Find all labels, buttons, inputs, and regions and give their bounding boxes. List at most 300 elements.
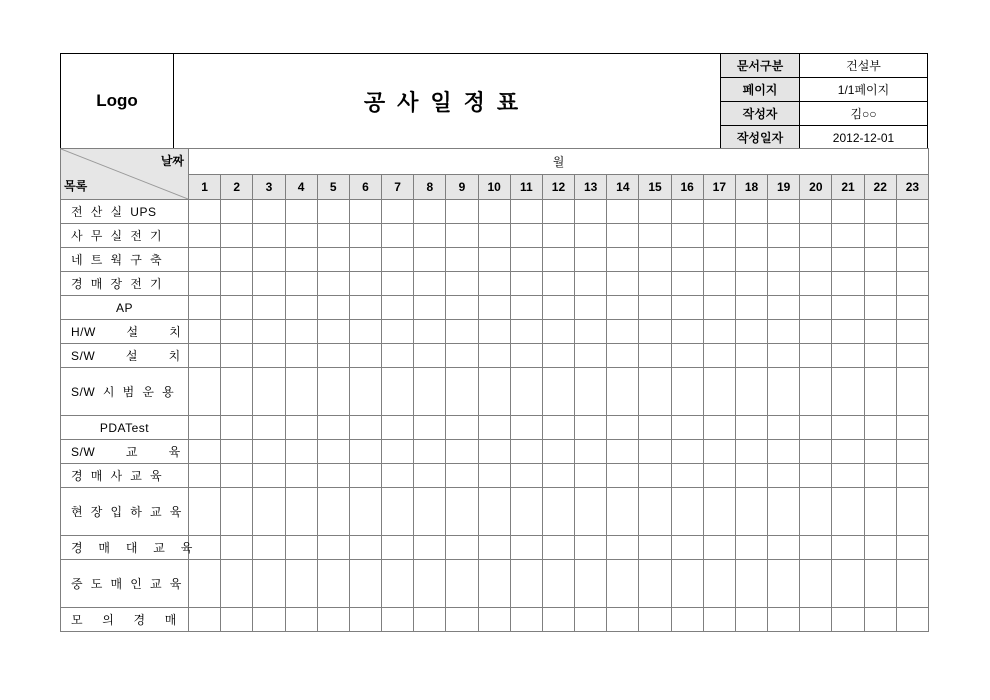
schedule-cell[interactable]: [382, 200, 414, 224]
schedule-cell[interactable]: [639, 344, 671, 368]
schedule-cell[interactable]: [896, 224, 928, 248]
schedule-cell[interactable]: [414, 608, 446, 632]
schedule-cell[interactable]: [639, 224, 671, 248]
schedule-cell[interactable]: [703, 272, 735, 296]
schedule-cell[interactable]: [800, 560, 832, 608]
schedule-cell[interactable]: [446, 320, 478, 344]
schedule-cell[interactable]: [703, 248, 735, 272]
schedule-cell[interactable]: [800, 200, 832, 224]
schedule-cell[interactable]: [542, 536, 574, 560]
schedule-cell[interactable]: [864, 224, 896, 248]
schedule-cell[interactable]: [735, 296, 767, 320]
schedule-cell[interactable]: [382, 560, 414, 608]
schedule-cell[interactable]: [317, 464, 349, 488]
schedule-cell[interactable]: [189, 224, 221, 248]
schedule-cell[interactable]: [221, 272, 253, 296]
schedule-cell[interactable]: [446, 416, 478, 440]
schedule-cell[interactable]: [832, 272, 864, 296]
schedule-cell[interactable]: [735, 536, 767, 560]
schedule-cell[interactable]: [510, 248, 542, 272]
schedule-cell[interactable]: [768, 368, 800, 416]
schedule-cell[interactable]: [510, 272, 542, 296]
schedule-cell[interactable]: [607, 272, 639, 296]
schedule-cell[interactable]: [510, 200, 542, 224]
schedule-cell[interactable]: [575, 560, 607, 608]
schedule-cell[interactable]: [285, 440, 317, 464]
schedule-cell[interactable]: [542, 248, 574, 272]
schedule-cell[interactable]: [639, 440, 671, 464]
schedule-cell[interactable]: [768, 296, 800, 320]
schedule-cell[interactable]: [189, 560, 221, 608]
schedule-cell[interactable]: [575, 440, 607, 464]
schedule-cell[interactable]: [607, 224, 639, 248]
schedule-cell[interactable]: [285, 560, 317, 608]
schedule-cell[interactable]: [285, 344, 317, 368]
schedule-cell[interactable]: [575, 248, 607, 272]
schedule-cell[interactable]: [414, 272, 446, 296]
schedule-cell[interactable]: [510, 296, 542, 320]
schedule-cell[interactable]: [285, 200, 317, 224]
schedule-cell[interactable]: [639, 416, 671, 440]
schedule-cell[interactable]: [382, 368, 414, 416]
schedule-cell[interactable]: [639, 368, 671, 416]
schedule-cell[interactable]: [382, 440, 414, 464]
schedule-cell[interactable]: [382, 272, 414, 296]
schedule-cell[interactable]: [189, 416, 221, 440]
schedule-cell[interactable]: [253, 416, 285, 440]
schedule-cell[interactable]: [478, 464, 510, 488]
schedule-cell[interactable]: [607, 536, 639, 560]
schedule-cell[interactable]: [575, 608, 607, 632]
schedule-cell[interactable]: [189, 488, 221, 536]
schedule-cell[interactable]: [349, 560, 381, 608]
schedule-cell[interactable]: [832, 344, 864, 368]
schedule-cell[interactable]: [317, 344, 349, 368]
schedule-cell[interactable]: [607, 320, 639, 344]
schedule-cell[interactable]: [864, 368, 896, 416]
schedule-cell[interactable]: [189, 344, 221, 368]
schedule-cell[interactable]: [735, 320, 767, 344]
schedule-cell[interactable]: [317, 536, 349, 560]
schedule-cell[interactable]: [382, 464, 414, 488]
schedule-cell[interactable]: [703, 464, 735, 488]
schedule-cell[interactable]: [864, 416, 896, 440]
schedule-cell[interactable]: [607, 488, 639, 536]
schedule-cell[interactable]: [703, 416, 735, 440]
schedule-cell[interactable]: [575, 320, 607, 344]
schedule-cell[interactable]: [703, 224, 735, 248]
schedule-cell[interactable]: [735, 224, 767, 248]
schedule-cell[interactable]: [542, 488, 574, 536]
schedule-cell[interactable]: [896, 416, 928, 440]
schedule-cell[interactable]: [800, 488, 832, 536]
schedule-cell[interactable]: [542, 296, 574, 320]
schedule-cell[interactable]: [703, 560, 735, 608]
schedule-cell[interactable]: [253, 200, 285, 224]
schedule-cell[interactable]: [768, 248, 800, 272]
schedule-cell[interactable]: [832, 320, 864, 344]
schedule-cell[interactable]: [703, 320, 735, 344]
schedule-cell[interactable]: [575, 464, 607, 488]
schedule-cell[interactable]: [317, 320, 349, 344]
schedule-cell[interactable]: [671, 488, 703, 536]
schedule-cell[interactable]: [349, 320, 381, 344]
schedule-cell[interactable]: [285, 488, 317, 536]
schedule-cell[interactable]: [253, 224, 285, 248]
schedule-cell[interactable]: [800, 320, 832, 344]
schedule-cell[interactable]: [800, 608, 832, 632]
schedule-cell[interactable]: [221, 296, 253, 320]
schedule-cell[interactable]: [221, 224, 253, 248]
schedule-cell[interactable]: [414, 248, 446, 272]
schedule-cell[interactable]: [189, 464, 221, 488]
schedule-cell[interactable]: [253, 488, 285, 536]
schedule-cell[interactable]: [800, 344, 832, 368]
schedule-cell[interactable]: [671, 320, 703, 344]
schedule-cell[interactable]: [639, 608, 671, 632]
schedule-cell[interactable]: [221, 608, 253, 632]
schedule-cell[interactable]: [510, 488, 542, 536]
schedule-cell[interactable]: [864, 248, 896, 272]
schedule-cell[interactable]: [414, 536, 446, 560]
schedule-cell[interactable]: [317, 200, 349, 224]
schedule-cell[interactable]: [800, 272, 832, 296]
schedule-cell[interactable]: [735, 608, 767, 632]
schedule-cell[interactable]: [414, 560, 446, 608]
schedule-cell[interactable]: [478, 272, 510, 296]
schedule-cell[interactable]: [768, 272, 800, 296]
schedule-cell[interactable]: [253, 296, 285, 320]
schedule-cell[interactable]: [542, 416, 574, 440]
schedule-cell[interactable]: [800, 416, 832, 440]
schedule-cell[interactable]: [864, 608, 896, 632]
schedule-cell[interactable]: [768, 416, 800, 440]
schedule-cell[interactable]: [349, 536, 381, 560]
schedule-cell[interactable]: [382, 608, 414, 632]
schedule-cell[interactable]: [317, 368, 349, 416]
schedule-cell[interactable]: [414, 416, 446, 440]
schedule-cell[interactable]: [446, 488, 478, 536]
schedule-cell[interactable]: [478, 560, 510, 608]
schedule-cell[interactable]: [221, 248, 253, 272]
schedule-cell[interactable]: [864, 320, 896, 344]
schedule-cell[interactable]: [189, 368, 221, 416]
schedule-cell[interactable]: [221, 560, 253, 608]
schedule-cell[interactable]: [478, 440, 510, 464]
schedule-cell[interactable]: [800, 224, 832, 248]
schedule-cell[interactable]: [768, 224, 800, 248]
schedule-cell[interactable]: [896, 560, 928, 608]
schedule-cell[interactable]: [317, 296, 349, 320]
schedule-cell[interactable]: [221, 200, 253, 224]
schedule-cell[interactable]: [703, 344, 735, 368]
schedule-cell[interactable]: [671, 296, 703, 320]
schedule-cell[interactable]: [703, 488, 735, 536]
schedule-cell[interactable]: [607, 200, 639, 224]
schedule-cell[interactable]: [671, 560, 703, 608]
schedule-cell[interactable]: [671, 464, 703, 488]
schedule-cell[interactable]: [510, 536, 542, 560]
schedule-cell[interactable]: [446, 440, 478, 464]
schedule-cell[interactable]: [800, 536, 832, 560]
schedule-cell[interactable]: [832, 536, 864, 560]
schedule-cell[interactable]: [510, 608, 542, 632]
schedule-cell[interactable]: [478, 488, 510, 536]
schedule-cell[interactable]: [639, 272, 671, 296]
schedule-cell[interactable]: [189, 320, 221, 344]
schedule-cell[interactable]: [832, 560, 864, 608]
schedule-cell[interactable]: [896, 200, 928, 224]
schedule-cell[interactable]: [768, 464, 800, 488]
schedule-cell[interactable]: [607, 248, 639, 272]
schedule-cell[interactable]: [349, 296, 381, 320]
schedule-cell[interactable]: [896, 344, 928, 368]
schedule-cell[interactable]: [414, 464, 446, 488]
schedule-cell[interactable]: [478, 608, 510, 632]
schedule-cell[interactable]: [575, 416, 607, 440]
schedule-cell[interactable]: [317, 272, 349, 296]
schedule-cell[interactable]: [542, 608, 574, 632]
schedule-cell[interactable]: [832, 440, 864, 464]
schedule-cell[interactable]: [864, 536, 896, 560]
schedule-cell[interactable]: [349, 608, 381, 632]
schedule-cell[interactable]: [446, 464, 478, 488]
schedule-cell[interactable]: [285, 272, 317, 296]
schedule-cell[interactable]: [382, 320, 414, 344]
schedule-cell[interactable]: [285, 368, 317, 416]
schedule-cell[interactable]: [639, 536, 671, 560]
schedule-cell[interactable]: [896, 248, 928, 272]
schedule-cell[interactable]: [542, 560, 574, 608]
schedule-cell[interactable]: [735, 272, 767, 296]
schedule-cell[interactable]: [446, 224, 478, 248]
schedule-cell[interactable]: [414, 344, 446, 368]
schedule-cell[interactable]: [575, 272, 607, 296]
schedule-cell[interactable]: [510, 440, 542, 464]
schedule-cell[interactable]: [478, 248, 510, 272]
schedule-cell[interactable]: [768, 440, 800, 464]
schedule-cell[interactable]: [639, 560, 671, 608]
schedule-cell[interactable]: [607, 416, 639, 440]
schedule-cell[interactable]: [800, 368, 832, 416]
schedule-cell[interactable]: [735, 464, 767, 488]
schedule-cell[interactable]: [285, 536, 317, 560]
schedule-cell[interactable]: [478, 224, 510, 248]
schedule-cell[interactable]: [703, 296, 735, 320]
schedule-cell[interactable]: [639, 464, 671, 488]
schedule-cell[interactable]: [896, 536, 928, 560]
schedule-cell[interactable]: [639, 296, 671, 320]
schedule-cell[interactable]: [446, 272, 478, 296]
schedule-cell[interactable]: [510, 368, 542, 416]
schedule-cell[interactable]: [832, 488, 864, 536]
schedule-cell[interactable]: [864, 560, 896, 608]
schedule-cell[interactable]: [575, 200, 607, 224]
schedule-cell[interactable]: [896, 368, 928, 416]
schedule-cell[interactable]: [607, 296, 639, 320]
schedule-cell[interactable]: [735, 248, 767, 272]
schedule-cell[interactable]: [896, 272, 928, 296]
schedule-cell[interactable]: [542, 272, 574, 296]
schedule-cell[interactable]: [671, 608, 703, 632]
schedule-cell[interactable]: [671, 416, 703, 440]
schedule-cell[interactable]: [221, 464, 253, 488]
schedule-cell[interactable]: [735, 560, 767, 608]
schedule-cell[interactable]: [414, 200, 446, 224]
schedule-cell[interactable]: [285, 224, 317, 248]
schedule-cell[interactable]: [607, 368, 639, 416]
schedule-cell[interactable]: [221, 536, 253, 560]
schedule-cell[interactable]: [446, 560, 478, 608]
schedule-cell[interactable]: [735, 416, 767, 440]
schedule-cell[interactable]: [832, 248, 864, 272]
schedule-cell[interactable]: [253, 536, 285, 560]
schedule-cell[interactable]: [832, 464, 864, 488]
schedule-cell[interactable]: [768, 200, 800, 224]
schedule-cell[interactable]: [510, 560, 542, 608]
schedule-cell[interactable]: [349, 440, 381, 464]
schedule-cell[interactable]: [478, 344, 510, 368]
schedule-cell[interactable]: [607, 344, 639, 368]
schedule-cell[interactable]: [575, 368, 607, 416]
schedule-cell[interactable]: [607, 440, 639, 464]
schedule-cell[interactable]: [478, 320, 510, 344]
schedule-cell[interactable]: [671, 224, 703, 248]
schedule-cell[interactable]: [221, 368, 253, 416]
schedule-cell[interactable]: [735, 344, 767, 368]
schedule-cell[interactable]: [382, 248, 414, 272]
schedule-cell[interactable]: [317, 440, 349, 464]
schedule-cell[interactable]: [510, 344, 542, 368]
schedule-cell[interactable]: [478, 368, 510, 416]
schedule-cell[interactable]: [317, 608, 349, 632]
schedule-cell[interactable]: [285, 416, 317, 440]
schedule-cell[interactable]: [414, 488, 446, 536]
schedule-cell[interactable]: [800, 248, 832, 272]
schedule-cell[interactable]: [446, 200, 478, 224]
schedule-cell[interactable]: [446, 344, 478, 368]
schedule-cell[interactable]: [221, 488, 253, 536]
schedule-cell[interactable]: [703, 368, 735, 416]
schedule-cell[interactable]: [703, 200, 735, 224]
schedule-cell[interactable]: [349, 248, 381, 272]
schedule-cell[interactable]: [221, 320, 253, 344]
schedule-cell[interactable]: [446, 536, 478, 560]
schedule-cell[interactable]: [446, 248, 478, 272]
schedule-cell[interactable]: [253, 344, 285, 368]
schedule-cell[interactable]: [768, 608, 800, 632]
schedule-cell[interactable]: [285, 464, 317, 488]
schedule-cell[interactable]: [768, 488, 800, 536]
schedule-cell[interactable]: [414, 320, 446, 344]
schedule-cell[interactable]: [607, 608, 639, 632]
schedule-cell[interactable]: [446, 608, 478, 632]
schedule-cell[interactable]: [221, 344, 253, 368]
schedule-cell[interactable]: [800, 464, 832, 488]
schedule-cell[interactable]: [671, 248, 703, 272]
schedule-cell[interactable]: [671, 368, 703, 416]
schedule-cell[interactable]: [703, 440, 735, 464]
schedule-cell[interactable]: [349, 368, 381, 416]
schedule-cell[interactable]: [671, 536, 703, 560]
schedule-cell[interactable]: [478, 200, 510, 224]
schedule-cell[interactable]: [510, 320, 542, 344]
schedule-cell[interactable]: [542, 440, 574, 464]
schedule-cell[interactable]: [189, 296, 221, 320]
schedule-cell[interactable]: [189, 536, 221, 560]
schedule-cell[interactable]: [317, 416, 349, 440]
schedule-cell[interactable]: [189, 608, 221, 632]
schedule-cell[interactable]: [703, 536, 735, 560]
schedule-cell[interactable]: [639, 320, 671, 344]
schedule-cell[interactable]: [896, 464, 928, 488]
schedule-cell[interactable]: [542, 200, 574, 224]
schedule-cell[interactable]: [510, 416, 542, 440]
schedule-cell[interactable]: [671, 440, 703, 464]
schedule-cell[interactable]: [189, 200, 221, 224]
schedule-cell[interactable]: [832, 296, 864, 320]
schedule-cell[interactable]: [253, 320, 285, 344]
schedule-cell[interactable]: [382, 296, 414, 320]
schedule-cell[interactable]: [221, 416, 253, 440]
schedule-cell[interactable]: [832, 416, 864, 440]
schedule-cell[interactable]: [864, 272, 896, 296]
schedule-cell[interactable]: [253, 248, 285, 272]
schedule-cell[interactable]: [896, 488, 928, 536]
schedule-cell[interactable]: [735, 368, 767, 416]
schedule-cell[interactable]: [896, 608, 928, 632]
schedule-cell[interactable]: [189, 440, 221, 464]
schedule-cell[interactable]: [768, 320, 800, 344]
schedule-cell[interactable]: [317, 560, 349, 608]
schedule-cell[interactable]: [800, 440, 832, 464]
schedule-cell[interactable]: [639, 248, 671, 272]
schedule-cell[interactable]: [542, 320, 574, 344]
schedule-cell[interactable]: [864, 464, 896, 488]
schedule-cell[interactable]: [414, 224, 446, 248]
schedule-cell[interactable]: [349, 272, 381, 296]
schedule-cell[interactable]: [253, 368, 285, 416]
schedule-cell[interactable]: [768, 344, 800, 368]
schedule-cell[interactable]: [285, 296, 317, 320]
schedule-cell[interactable]: [478, 416, 510, 440]
schedule-cell[interactable]: [349, 224, 381, 248]
schedule-cell[interactable]: [382, 224, 414, 248]
schedule-cell[interactable]: [253, 464, 285, 488]
schedule-cell[interactable]: [575, 488, 607, 536]
schedule-cell[interactable]: [735, 440, 767, 464]
schedule-cell[interactable]: [896, 296, 928, 320]
schedule-cell[interactable]: [575, 224, 607, 248]
schedule-cell[interactable]: [864, 440, 896, 464]
schedule-cell[interactable]: [382, 488, 414, 536]
schedule-cell[interactable]: [349, 344, 381, 368]
schedule-cell[interactable]: [832, 368, 864, 416]
schedule-cell[interactable]: [864, 344, 896, 368]
schedule-cell[interactable]: [575, 344, 607, 368]
schedule-cell[interactable]: [446, 296, 478, 320]
schedule-cell[interactable]: [703, 608, 735, 632]
schedule-cell[interactable]: [542, 464, 574, 488]
schedule-cell[interactable]: [896, 320, 928, 344]
schedule-cell[interactable]: [542, 344, 574, 368]
schedule-cell[interactable]: [671, 200, 703, 224]
schedule-cell[interactable]: [639, 488, 671, 536]
schedule-cell[interactable]: [671, 272, 703, 296]
schedule-cell[interactable]: [768, 536, 800, 560]
schedule-cell[interactable]: [735, 200, 767, 224]
schedule-cell[interactable]: [446, 368, 478, 416]
